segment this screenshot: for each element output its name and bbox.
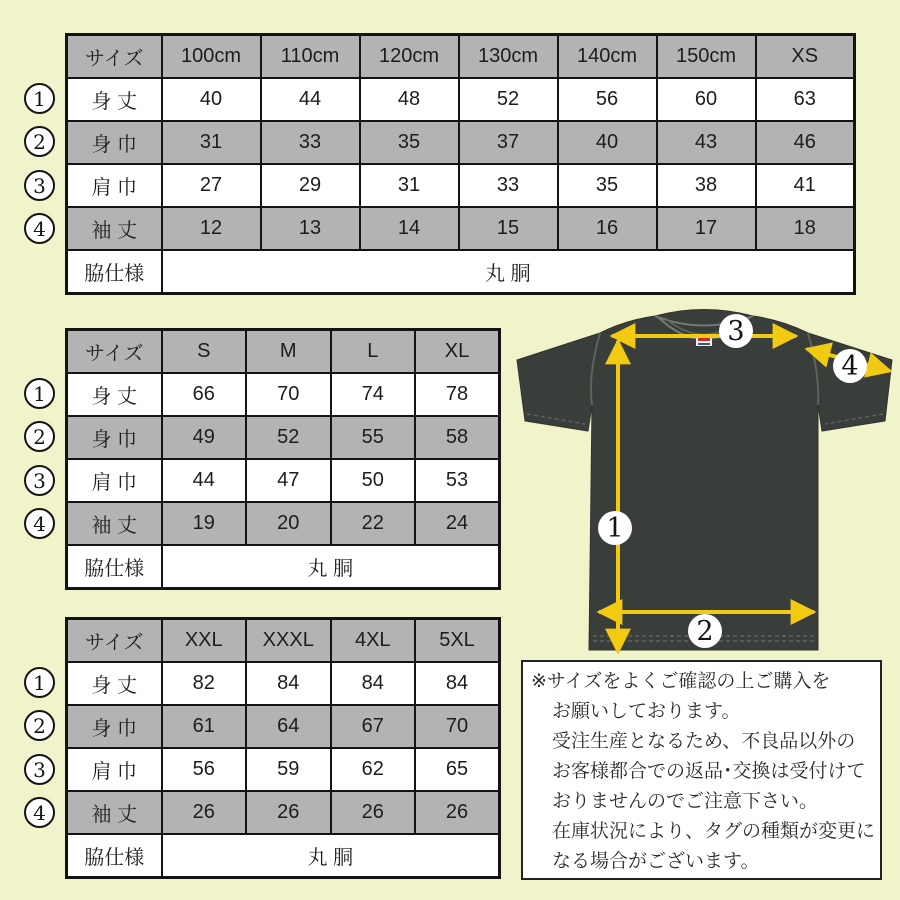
row-label: 身 巾: [67, 416, 162, 459]
row-marker-4: 4: [24, 508, 55, 539]
size-value: 26: [162, 791, 247, 834]
spec-value: 丸 胴: [162, 250, 855, 294]
size-table-big: [65, 617, 501, 879]
size-value: 33: [261, 121, 360, 164]
diagram-marker-3: 3: [727, 316, 745, 347]
size-value: 19: [162, 502, 247, 545]
size-value: 26: [415, 791, 500, 834]
notice-line: お客様都合での返品･交換は受付けて: [552, 761, 866, 782]
size-value: 60: [657, 78, 756, 121]
size-value: 62: [331, 748, 416, 791]
size-table-kids: [65, 33, 856, 295]
size-value: 44: [261, 78, 360, 121]
row-label: 袖 丈: [67, 502, 162, 545]
brand-tag-blue-text: [698, 343, 710, 345]
row-label: 肩 巾: [67, 164, 162, 207]
size-value: 64: [246, 705, 331, 748]
size-table-section-adult: [33, 328, 501, 590]
size-value: 84: [331, 662, 416, 705]
table-row-shoulder-width: [67, 164, 855, 207]
size-table-adult: [65, 328, 501, 590]
size-header-cell: 130cm: [459, 35, 558, 79]
size-value: 59: [246, 748, 331, 791]
size-value: 26: [246, 791, 331, 834]
row-label: 身 丈: [67, 373, 162, 416]
size-header-cell: 110cm: [261, 35, 360, 79]
size-value: 84: [415, 662, 500, 705]
table-row-side-spec: [67, 834, 500, 878]
row-label: 袖 丈: [67, 207, 162, 250]
row-marker-3: 3: [24, 170, 55, 201]
size-value: 53: [415, 459, 500, 502]
size-header-cell: 150cm: [657, 35, 756, 79]
size-header-cell: 5XL: [415, 619, 500, 663]
notice-line: なる場合がございます。: [552, 851, 760, 872]
size-value: 50: [331, 459, 416, 502]
table-row-body-width: [67, 705, 500, 748]
size-value: 65: [415, 748, 500, 791]
size-value: 55: [331, 416, 416, 459]
size-value: 40: [558, 121, 657, 164]
notice-line: 在庫状況により、タグの種類が変更に: [552, 821, 876, 842]
spec-value: 丸 胴: [162, 834, 500, 878]
size-value: 49: [162, 416, 247, 459]
brand-tag-red-text: [698, 338, 710, 341]
table-row-side-spec: [67, 545, 500, 589]
diagram-marker-4: 4: [841, 351, 859, 382]
diagram-marker-1: 1: [606, 513, 624, 544]
table-header-row: [67, 35, 855, 79]
size-table-section-kids: [33, 33, 856, 295]
size-value: 47: [246, 459, 331, 502]
diagram-marker-2: 2: [696, 616, 714, 647]
table-row-body-length: [67, 373, 500, 416]
size-value: 56: [558, 78, 657, 121]
size-value: 82: [162, 662, 247, 705]
size-value: 66: [162, 373, 247, 416]
size-value: 31: [360, 164, 459, 207]
size-value: 26: [331, 791, 416, 834]
table-row-shoulder-width: [67, 748, 500, 791]
size-value: 20: [246, 502, 331, 545]
table-row-shoulder-width: [67, 459, 500, 502]
size-value: 13: [261, 207, 360, 250]
row-marker-3: 3: [24, 754, 55, 785]
size-value: 24: [415, 502, 500, 545]
size-header-cell: S: [162, 330, 247, 374]
size-header-cell: XL: [415, 330, 500, 374]
size-value: 35: [558, 164, 657, 207]
row-label: 身 巾: [67, 705, 162, 748]
size-value: 58: [415, 416, 500, 459]
spec-label: 脇仕様: [67, 545, 162, 589]
size-value: 15: [459, 207, 558, 250]
size-value: 84: [246, 662, 331, 705]
table-row-sleeve-length: [67, 791, 500, 834]
size-value: 44: [162, 459, 247, 502]
row-marker-2: 2: [24, 421, 55, 452]
size-value: 12: [162, 207, 261, 250]
table-row-sleeve-length: [67, 502, 500, 545]
notice-line: お願いしております。: [552, 701, 741, 722]
row-marker-3: 3: [24, 465, 55, 496]
row-marker-4: 4: [24, 213, 55, 244]
size-value: 27: [162, 164, 261, 207]
notice-line: 受注生産となるため、不良品以外の: [552, 731, 856, 752]
row-label: 身 丈: [67, 662, 162, 705]
size-header-cell: 100cm: [162, 35, 261, 79]
size-value: 46: [756, 121, 855, 164]
size-value: 63: [756, 78, 855, 121]
size-header-cell: 140cm: [558, 35, 657, 79]
row-label: 身 巾: [67, 121, 162, 164]
row-label: 身 丈: [67, 78, 162, 121]
notice-line: おりませんのでご注意下さい。: [552, 791, 819, 812]
size-value: 52: [246, 416, 331, 459]
table-header-row: [67, 330, 500, 374]
size-value: 61: [162, 705, 247, 748]
size-value: 70: [246, 373, 331, 416]
table-row-body-width: [67, 121, 855, 164]
row-marker-1: 1: [24, 83, 55, 114]
row-marker-1: 1: [24, 378, 55, 409]
size-value: 31: [162, 121, 261, 164]
table-header-row: [67, 619, 500, 663]
table-row-body-width: [67, 416, 500, 459]
row-marker-1: 1: [24, 667, 55, 698]
size-table-section-big: [33, 617, 501, 879]
size-value: 67: [331, 705, 416, 748]
size-value: 18: [756, 207, 855, 250]
size-value: 29: [261, 164, 360, 207]
size-value: 52: [459, 78, 558, 121]
size-value: 74: [331, 373, 416, 416]
row-label: 肩 巾: [67, 748, 162, 791]
tshirt-measurement-diagram: [500, 305, 900, 660]
size-value: 33: [459, 164, 558, 207]
size-value: 40: [162, 78, 261, 121]
size-header-cell: 4XL: [331, 619, 416, 663]
row-label: 袖 丈: [67, 791, 162, 834]
size-header-cell: XXL: [162, 619, 247, 663]
table-row-body-length: [67, 78, 855, 121]
notice-line: ※サイズをよくご確認の上ご購入を: [531, 671, 831, 692]
size-header-cell: XXXL: [246, 619, 331, 663]
size-header-cell: L: [331, 330, 416, 374]
table-row-body-length: [67, 662, 500, 705]
size-header-cell: M: [246, 330, 331, 374]
row-marker-4: 4: [24, 797, 55, 828]
size-header-cell: XS: [756, 35, 855, 79]
size-header-cell: サイズ: [67, 330, 162, 374]
size-header-cell: サイズ: [67, 35, 162, 79]
row-label: 肩 巾: [67, 459, 162, 502]
size-value: 56: [162, 748, 247, 791]
size-value: 41: [756, 164, 855, 207]
spec-label: 脇仕様: [67, 250, 162, 294]
purchase-notice-box: [521, 660, 882, 880]
size-value: 14: [360, 207, 459, 250]
size-value: 22: [331, 502, 416, 545]
size-value: 43: [657, 121, 756, 164]
size-value: 38: [657, 164, 756, 207]
size-header-cell: サイズ: [67, 619, 162, 663]
table-row-sleeve-length: [67, 207, 855, 250]
row-marker-2: 2: [24, 126, 55, 157]
size-header-cell: 120cm: [360, 35, 459, 79]
row-marker-2: 2: [24, 710, 55, 741]
size-value: 70: [415, 705, 500, 748]
size-value: 35: [360, 121, 459, 164]
size-value: 37: [459, 121, 558, 164]
spec-label: 脇仕様: [67, 834, 162, 878]
spec-value: 丸 胴: [162, 545, 500, 589]
size-value: 48: [360, 78, 459, 121]
size-value: 17: [657, 207, 756, 250]
size-value: 16: [558, 207, 657, 250]
size-value: 78: [415, 373, 500, 416]
table-row-side-spec: [67, 250, 855, 294]
